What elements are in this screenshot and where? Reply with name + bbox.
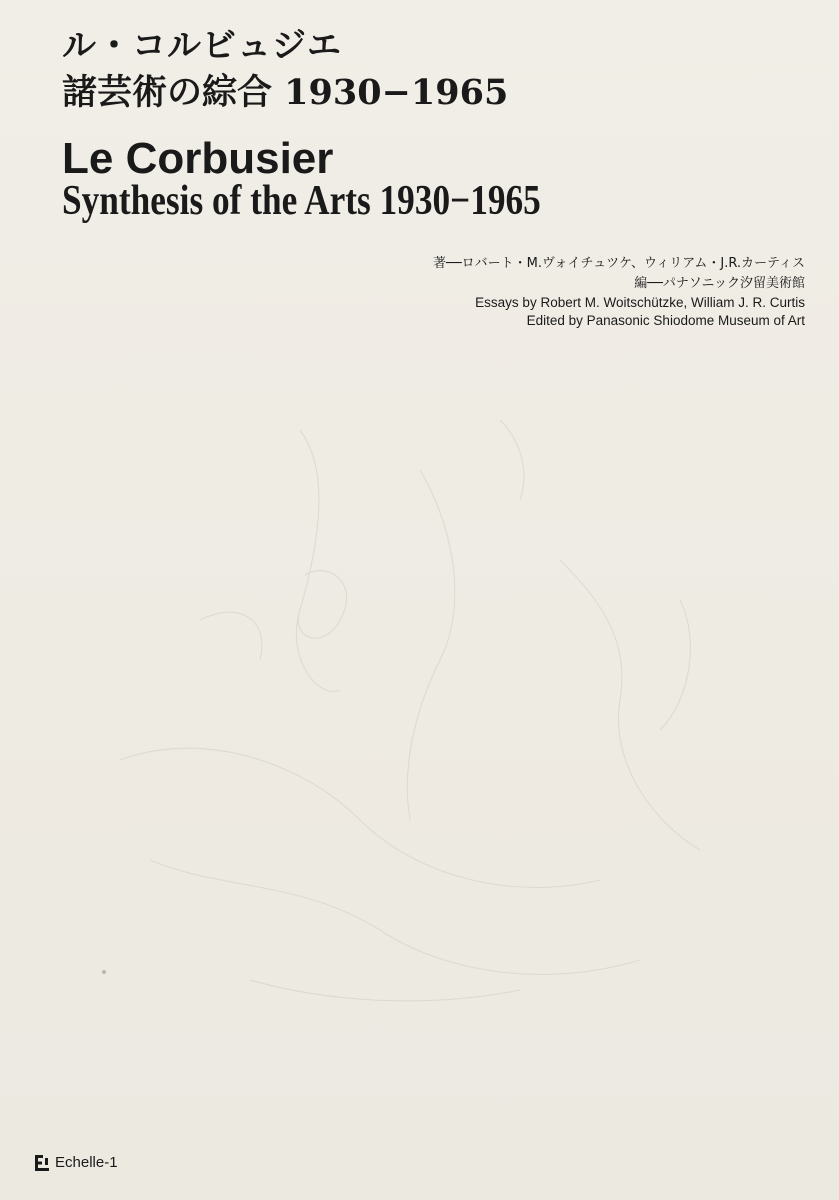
credits-english [475, 294, 805, 330]
subtitle-english: Synthesis of the Arts 1930−1965 [62, 178, 541, 224]
publisher-logo-icon [35, 1155, 49, 1171]
editor-credit-english: Edited by Panasonic Shiodome Museum of Art [526, 313, 805, 328]
author-credit-english: Essays by Robert M. Woitschützke, William J. R. Curtis [475, 295, 805, 310]
credits-japanese [433, 254, 805, 294]
author-credit-japanese: 著──ロバート・M.ヴォイチュツケ、ウィリアム・J.R.カーティス [433, 256, 805, 271]
publisher-name: Echelle-1 [55, 1154, 118, 1171]
editor-credit-japanese: 編──パナソニック汐留美術館 [634, 276, 805, 291]
title-japanese: ル・コルビュジエ [62, 26, 342, 66]
title-english: Le Corbusier [62, 134, 334, 183]
subtitle-japanese: 諸芸術の綜合 1930−1965 [62, 72, 509, 113]
publisher-imprint [35, 1154, 118, 1172]
